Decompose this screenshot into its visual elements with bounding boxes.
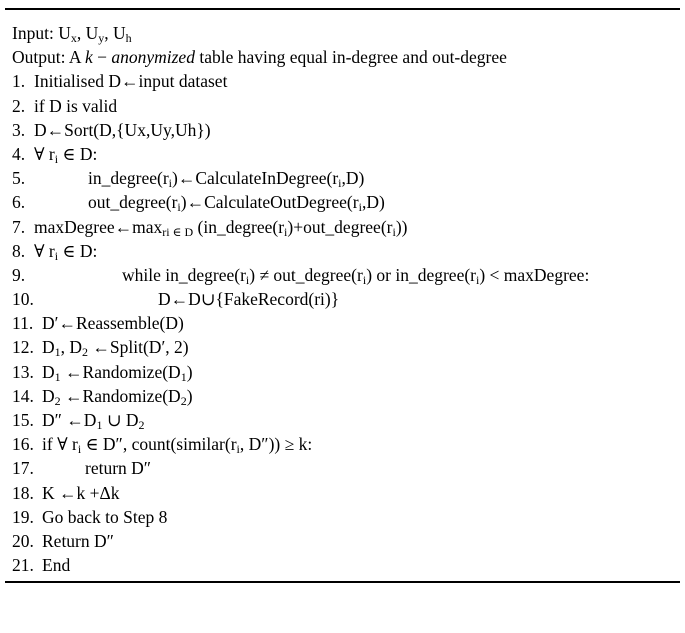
step-10 (12, 287, 680, 311)
step-subscript: 2 (180, 393, 187, 408)
step-subscript: 1 (54, 345, 61, 360)
step-2 (12, 94, 680, 118)
step-text: D←D∪{FakeRecord(ri)} (158, 289, 340, 310)
step-subscript: 1 (180, 369, 187, 384)
step-text: D (42, 361, 55, 382)
step-text: ←Randomize(D (60, 385, 181, 406)
input-label: Input: (12, 23, 59, 43)
step-text: ∈ D″, count(similar(r (81, 434, 237, 455)
step-subscript: i (236, 442, 240, 457)
step-subscript: ri ∈ D (162, 224, 194, 239)
step-text: maxDegree←max (34, 216, 163, 237)
step-text: D←Sort(D,{Ux,Uy,Uh}) (34, 119, 211, 140)
step-number: 20. (12, 530, 34, 551)
step-text: Return D″ (42, 530, 114, 551)
step-text: return D″ (85, 458, 152, 479)
step-text: ) (186, 385, 193, 406)
step-15 (12, 408, 680, 432)
step-number: 5. (12, 168, 26, 189)
step-subscript: 2 (138, 418, 145, 432)
step-text: out_degree(r (88, 192, 178, 213)
step-text: in_degree(r (88, 168, 169, 189)
step-12 (12, 335, 680, 359)
step-subscript: i (54, 151, 59, 166)
step-6 (12, 190, 680, 214)
step-1 (12, 69, 680, 93)
step-subscript: 1 (54, 369, 61, 384)
input-var: , U (104, 23, 126, 43)
step-text: Go back to Step 8 (42, 506, 168, 527)
step-subscript: 2 (82, 345, 89, 360)
input-sub: h (125, 31, 132, 45)
step-17 (12, 456, 680, 480)
step-subscript: i (362, 272, 367, 287)
input-sub: x (70, 31, 77, 45)
output-prefix: Output: A (12, 47, 85, 68)
step-number: 11. (12, 313, 34, 334)
step-text: (in_degree(r (193, 216, 285, 237)
output-suffix: table having equal in-degree and out-degree (194, 47, 507, 68)
step-text: )←CalculateOutDegree(r (180, 192, 359, 213)
output-anonymized: anonymized (111, 47, 195, 68)
step-text: Initialised D←input dataset (34, 71, 228, 92)
step-number: 1. (12, 71, 26, 92)
step-text: ∪ D (102, 410, 139, 430)
step-text: ∀ r (34, 143, 55, 164)
algorithm-lines (5, 10, 680, 581)
step-20 (12, 529, 680, 553)
step-subscript: i (168, 176, 172, 191)
step-14 (12, 384, 680, 408)
step-text: ∀ r (34, 240, 55, 261)
step-number: 6. (12, 192, 26, 213)
step-subscript: i (77, 442, 82, 457)
step-number: 10. (12, 289, 34, 310)
step-13 (12, 360, 680, 384)
step-subscript: i (284, 224, 288, 239)
step-text: ∈ D: (58, 240, 98, 261)
step-text: if D is valid (34, 95, 118, 116)
step-5 (12, 166, 680, 190)
step-number: 13. (12, 361, 34, 382)
step-text: )+out_degree(r (287, 216, 393, 237)
step-text: ∈ D: (58, 143, 98, 164)
step-subscript: i (245, 272, 250, 287)
step-number: 9. (12, 264, 26, 285)
step-text: D″ ←D (42, 410, 97, 430)
step-subscript: 1 (96, 418, 103, 432)
step-text: )) (395, 216, 408, 237)
step-number: 2. (12, 95, 26, 116)
step-21 (12, 553, 680, 577)
step-text: )←CalculateInDegree(r (172, 168, 339, 189)
input-line (12, 21, 680, 45)
step-number: 15. (12, 410, 34, 430)
step-subscript: i (177, 200, 181, 215)
step-subscript: i (338, 176, 342, 191)
step-text: K ←k +Δk (42, 482, 120, 503)
step-16 (12, 432, 680, 456)
step-subscript: i (358, 200, 362, 215)
step-text: D (42, 385, 55, 406)
step-text: , D (60, 337, 83, 358)
step-text: ) ≠ out_degree(r (249, 264, 363, 285)
step-number: 16. (12, 434, 34, 455)
step-number: 12. (12, 337, 34, 358)
step-text: ) (186, 361, 193, 382)
step-text: ,D) (341, 168, 365, 189)
step-text: ) < maxDegree: (479, 264, 590, 285)
step-text: , D″)) ≥ k: (239, 434, 313, 455)
step-text: if ∀ r (42, 434, 78, 455)
step-subscript: i (476, 272, 480, 287)
step-number: 14. (12, 385, 34, 406)
step-number: 17. (12, 458, 34, 479)
step-19 (12, 505, 680, 529)
step-number: 19. (12, 506, 34, 527)
step-text: ) or in_degree(r (366, 264, 476, 285)
step-7 (12, 215, 680, 239)
step-text: ←Split(D′, 2) (88, 337, 189, 358)
output-k: k (84, 47, 93, 68)
step-9 (12, 263, 680, 287)
step-text: D′←Reassemble(D) (42, 313, 184, 334)
output-line (12, 45, 680, 69)
step-subscript: i (392, 224, 396, 239)
algorithm-box (5, 8, 680, 583)
step-text: ,D) (361, 192, 385, 213)
output-minus: − (92, 47, 112, 68)
step-text: while in_degree(r (122, 264, 246, 285)
step-3 (12, 118, 680, 142)
step-text: D (42, 337, 55, 358)
step-8 (12, 239, 680, 263)
input-var: , U (76, 23, 99, 43)
step-4 (12, 142, 680, 166)
input-var: U (58, 23, 71, 43)
step-number: 4. (12, 143, 26, 164)
step-text: End (42, 555, 71, 576)
input-sub: y (98, 31, 105, 45)
step-18 (12, 481, 680, 505)
step-number: 8. (12, 240, 26, 261)
step-11 (12, 311, 680, 335)
step-number: 7. (12, 216, 26, 237)
step-subscript: 2 (54, 393, 61, 408)
step-number: 3. (12, 119, 26, 140)
step-number: 21. (12, 555, 34, 576)
step-text: ←Randomize(D (60, 361, 181, 382)
step-subscript: i (54, 248, 59, 263)
step-number: 18. (12, 482, 34, 503)
